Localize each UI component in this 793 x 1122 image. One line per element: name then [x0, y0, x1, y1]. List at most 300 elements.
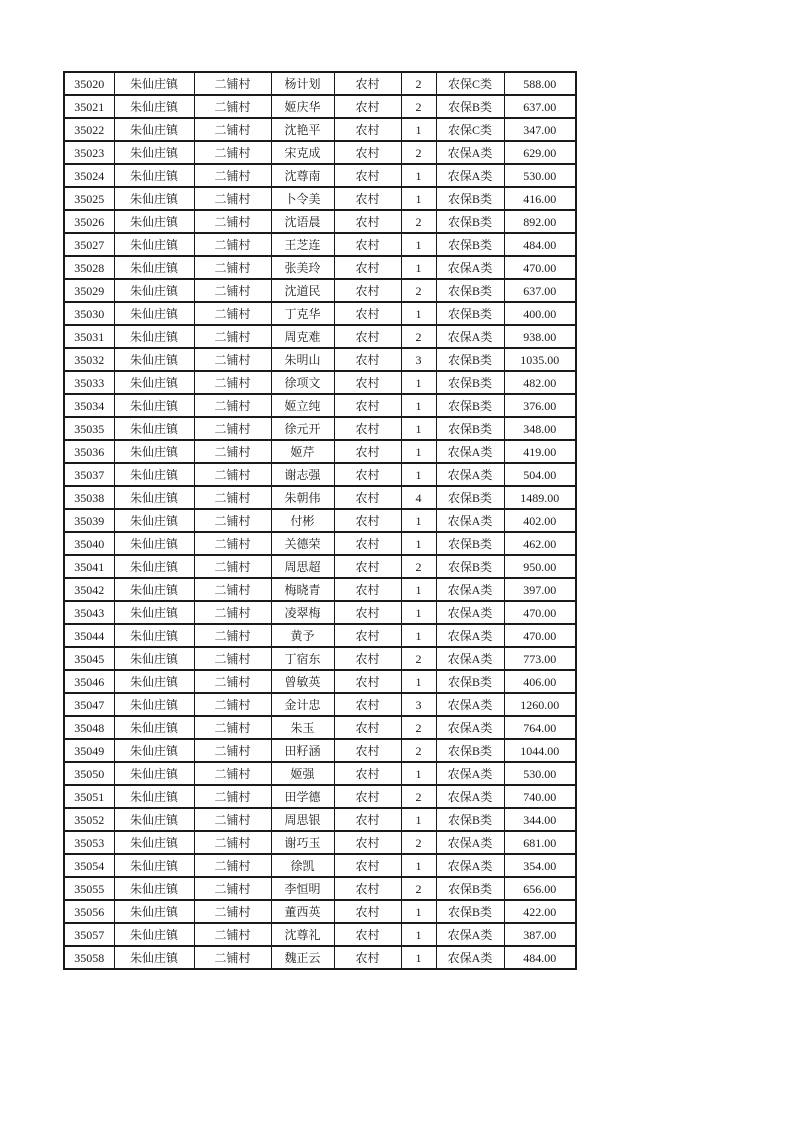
- cell-amount: 1044.00: [504, 739, 576, 762]
- cell-residence: 农村: [334, 210, 401, 233]
- cell-amount: 938.00: [504, 325, 576, 348]
- cell-count: 1: [401, 900, 436, 923]
- cell-residence: 农村: [334, 325, 401, 348]
- table-row: [64, 348, 576, 371]
- cell-name: 徐项文: [271, 371, 334, 394]
- cell-town: 朱仙庄镇: [114, 647, 194, 670]
- cell-amount: 387.00: [504, 923, 576, 946]
- cell-amount: 482.00: [504, 371, 576, 394]
- cell-category: 农保A类: [436, 785, 504, 808]
- cell-name: 张美玲: [271, 256, 334, 279]
- table-row: [64, 670, 576, 693]
- cell-village: 二铺村: [194, 164, 271, 187]
- cell-category: 农保B类: [436, 302, 504, 325]
- cell-category: 农保B类: [436, 348, 504, 371]
- cell-category: 农保A类: [436, 601, 504, 624]
- cell-amount: 656.00: [504, 877, 576, 900]
- cell-name: 凌翠梅: [271, 601, 334, 624]
- cell-amount: 376.00: [504, 394, 576, 417]
- cell-category: 农保A类: [436, 509, 504, 532]
- cell-residence: 农村: [334, 900, 401, 923]
- cell-id: 35027: [64, 233, 114, 256]
- cell-village: 二铺村: [194, 394, 271, 417]
- cell-category: 农保A类: [436, 624, 504, 647]
- table-row: [64, 95, 576, 118]
- cell-category: 农保B类: [436, 532, 504, 555]
- cell-town: 朱仙庄镇: [114, 739, 194, 762]
- cell-count: 1: [401, 532, 436, 555]
- cell-count: 2: [401, 279, 436, 302]
- cell-town: 朱仙庄镇: [114, 785, 194, 808]
- cell-residence: 农村: [334, 279, 401, 302]
- cell-town: 朱仙庄镇: [114, 693, 194, 716]
- cell-count: 1: [401, 371, 436, 394]
- cell-name: 丁克华: [271, 302, 334, 325]
- cell-residence: 农村: [334, 555, 401, 578]
- cell-amount: 892.00: [504, 210, 576, 233]
- table-row: [64, 394, 576, 417]
- cell-residence: 农村: [334, 348, 401, 371]
- cell-count: 2: [401, 210, 436, 233]
- cell-count: 1: [401, 302, 436, 325]
- cell-name: 姬立纯: [271, 394, 334, 417]
- cell-name: 卜令美: [271, 187, 334, 210]
- cell-count: 2: [401, 647, 436, 670]
- table-row: [64, 509, 576, 532]
- cell-town: 朱仙庄镇: [114, 394, 194, 417]
- cell-residence: 农村: [334, 394, 401, 417]
- cell-village: 二铺村: [194, 854, 271, 877]
- table-row: [64, 900, 576, 923]
- cell-amount: 397.00: [504, 578, 576, 601]
- cell-village: 二铺村: [194, 877, 271, 900]
- cell-village: 二铺村: [194, 233, 271, 256]
- cell-residence: 农村: [334, 118, 401, 141]
- cell-name: 黄予: [271, 624, 334, 647]
- cell-id: 35020: [64, 72, 114, 95]
- cell-village: 二铺村: [194, 486, 271, 509]
- cell-name: 董西英: [271, 900, 334, 923]
- cell-id: 35029: [64, 279, 114, 302]
- cell-count: 1: [401, 762, 436, 785]
- cell-village: 二铺村: [194, 210, 271, 233]
- cell-id: 35038: [64, 486, 114, 509]
- cell-id: 35057: [64, 923, 114, 946]
- cell-residence: 农村: [334, 716, 401, 739]
- cell-town: 朱仙庄镇: [114, 900, 194, 923]
- cell-residence: 农村: [334, 785, 401, 808]
- cell-name: 沈尊礼: [271, 923, 334, 946]
- cell-town: 朱仙庄镇: [114, 256, 194, 279]
- cell-residence: 农村: [334, 302, 401, 325]
- cell-residence: 农村: [334, 601, 401, 624]
- cell-category: 农保A类: [436, 325, 504, 348]
- table-row: [64, 256, 576, 279]
- cell-amount: 348.00: [504, 417, 576, 440]
- cell-residence: 农村: [334, 371, 401, 394]
- cell-category: 农保B类: [436, 210, 504, 233]
- cell-id: 35024: [64, 164, 114, 187]
- cell-village: 二铺村: [194, 693, 271, 716]
- cell-town: 朱仙庄镇: [114, 555, 194, 578]
- cell-id: 35043: [64, 601, 114, 624]
- cell-name: 丁宿东: [271, 647, 334, 670]
- cell-town: 朱仙庄镇: [114, 348, 194, 371]
- cell-residence: 农村: [334, 923, 401, 946]
- cell-village: 二铺村: [194, 325, 271, 348]
- cell-id: 35050: [64, 762, 114, 785]
- cell-amount: 530.00: [504, 762, 576, 785]
- cell-count: 4: [401, 486, 436, 509]
- cell-category: 农保A类: [436, 693, 504, 716]
- cell-village: 二铺村: [194, 95, 271, 118]
- cell-town: 朱仙庄镇: [114, 279, 194, 302]
- cell-count: 1: [401, 578, 436, 601]
- table-row: [64, 555, 576, 578]
- cell-category: 农保A类: [436, 256, 504, 279]
- cell-name: 周思超: [271, 555, 334, 578]
- cell-amount: 484.00: [504, 233, 576, 256]
- table-row: [64, 854, 576, 877]
- cell-category: 农保A类: [436, 946, 504, 969]
- cell-category: 农保B类: [436, 417, 504, 440]
- cell-village: 二铺村: [194, 785, 271, 808]
- cell-town: 朱仙庄镇: [114, 762, 194, 785]
- cell-count: 2: [401, 555, 436, 578]
- cell-category: 农保B类: [436, 739, 504, 762]
- cell-village: 二铺村: [194, 739, 271, 762]
- cell-count: 1: [401, 854, 436, 877]
- cell-residence: 农村: [334, 624, 401, 647]
- cell-count: 1: [401, 670, 436, 693]
- cell-count: 1: [401, 394, 436, 417]
- cell-town: 朱仙庄镇: [114, 854, 194, 877]
- cell-village: 二铺村: [194, 302, 271, 325]
- cell-category: 农保B类: [436, 900, 504, 923]
- cell-amount: 1260.00: [504, 693, 576, 716]
- cell-id: 35055: [64, 877, 114, 900]
- cell-count: 2: [401, 72, 436, 95]
- cell-amount: 354.00: [504, 854, 576, 877]
- cell-village: 二铺村: [194, 808, 271, 831]
- cell-count: 1: [401, 808, 436, 831]
- cell-amount: 629.00: [504, 141, 576, 164]
- cell-category: 农保B类: [436, 95, 504, 118]
- cell-name: 姬芹: [271, 440, 334, 463]
- cell-id: 35033: [64, 371, 114, 394]
- table-row: [64, 210, 576, 233]
- cell-amount: 470.00: [504, 601, 576, 624]
- cell-village: 二铺村: [194, 670, 271, 693]
- cell-amount: 406.00: [504, 670, 576, 693]
- cell-amount: 950.00: [504, 555, 576, 578]
- table-row: [64, 716, 576, 739]
- cell-residence: 农村: [334, 854, 401, 877]
- cell-village: 二铺村: [194, 555, 271, 578]
- cell-id: 35049: [64, 739, 114, 762]
- cell-amount: 462.00: [504, 532, 576, 555]
- cell-id: 35028: [64, 256, 114, 279]
- cell-id: 35044: [64, 624, 114, 647]
- cell-residence: 农村: [334, 693, 401, 716]
- cell-residence: 农村: [334, 233, 401, 256]
- cell-town: 朱仙庄镇: [114, 486, 194, 509]
- table-row: [64, 141, 576, 164]
- cell-residence: 农村: [334, 463, 401, 486]
- table-row: [64, 532, 576, 555]
- cell-id: 35048: [64, 716, 114, 739]
- cell-residence: 农村: [334, 739, 401, 762]
- cell-category: 农保B类: [436, 877, 504, 900]
- cell-village: 二铺村: [194, 900, 271, 923]
- table-row: [64, 164, 576, 187]
- cell-name: 杨计划: [271, 72, 334, 95]
- cell-residence: 农村: [334, 831, 401, 854]
- cell-amount: 470.00: [504, 624, 576, 647]
- cell-residence: 农村: [334, 95, 401, 118]
- cell-count: 1: [401, 509, 436, 532]
- table-row: [64, 831, 576, 854]
- cell-town: 朱仙庄镇: [114, 509, 194, 532]
- cell-name: 谢志强: [271, 463, 334, 486]
- cell-village: 二铺村: [194, 716, 271, 739]
- cell-id: 35032: [64, 348, 114, 371]
- cell-name: 徐元开: [271, 417, 334, 440]
- table-row: [64, 946, 576, 969]
- cell-category: 农保B类: [436, 371, 504, 394]
- cell-id: 35039: [64, 509, 114, 532]
- table-row: [64, 371, 576, 394]
- cell-id: 35056: [64, 900, 114, 923]
- cell-town: 朱仙庄镇: [114, 624, 194, 647]
- cell-id: 35040: [64, 532, 114, 555]
- table-row: [64, 923, 576, 946]
- cell-village: 二铺村: [194, 141, 271, 164]
- cell-residence: 农村: [334, 141, 401, 164]
- cell-id: 35025: [64, 187, 114, 210]
- cell-count: 2: [401, 716, 436, 739]
- cell-category: 农保A类: [436, 647, 504, 670]
- cell-residence: 农村: [334, 417, 401, 440]
- cell-residence: 农村: [334, 256, 401, 279]
- cell-village: 二铺村: [194, 509, 271, 532]
- cell-village: 二铺村: [194, 279, 271, 302]
- cell-count: 1: [401, 164, 436, 187]
- table-row: [64, 624, 576, 647]
- table-row: [64, 877, 576, 900]
- cell-amount: 344.00: [504, 808, 576, 831]
- cell-residence: 农村: [334, 877, 401, 900]
- cell-category: 农保B类: [436, 486, 504, 509]
- cell-residence: 农村: [334, 509, 401, 532]
- cell-category: 农保A类: [436, 762, 504, 785]
- table-row: [64, 785, 576, 808]
- cell-id: 35037: [64, 463, 114, 486]
- cell-id: 35042: [64, 578, 114, 601]
- cell-village: 二铺村: [194, 647, 271, 670]
- table-row: [64, 486, 576, 509]
- cell-id: 35022: [64, 118, 114, 141]
- cell-amount: 347.00: [504, 118, 576, 141]
- cell-category: 农保A类: [436, 831, 504, 854]
- cell-count: 2: [401, 739, 436, 762]
- cell-id: 35031: [64, 325, 114, 348]
- cell-village: 二铺村: [194, 946, 271, 969]
- cell-count: 2: [401, 831, 436, 854]
- cell-village: 二铺村: [194, 578, 271, 601]
- cell-village: 二铺村: [194, 440, 271, 463]
- cell-category: 农保B类: [436, 670, 504, 693]
- cell-village: 二铺村: [194, 187, 271, 210]
- table-row: [64, 578, 576, 601]
- cell-town: 朱仙庄镇: [114, 532, 194, 555]
- cell-id: 35047: [64, 693, 114, 716]
- cell-category: 农保A类: [436, 463, 504, 486]
- cell-category: 农保C类: [436, 118, 504, 141]
- cell-amount: 773.00: [504, 647, 576, 670]
- cell-village: 二铺村: [194, 72, 271, 95]
- cell-town: 朱仙庄镇: [114, 463, 194, 486]
- cell-town: 朱仙庄镇: [114, 302, 194, 325]
- beneficiary-table-body: [64, 72, 576, 969]
- cell-name: 沈尊南: [271, 164, 334, 187]
- cell-name: 周思银: [271, 808, 334, 831]
- cell-count: 1: [401, 624, 436, 647]
- cell-name: 魏正云: [271, 946, 334, 969]
- cell-name: 朱朝伟: [271, 486, 334, 509]
- cell-town: 朱仙庄镇: [114, 210, 194, 233]
- cell-residence: 农村: [334, 164, 401, 187]
- table-row: [64, 463, 576, 486]
- cell-amount: 402.00: [504, 509, 576, 532]
- cell-residence: 农村: [334, 187, 401, 210]
- cell-amount: 764.00: [504, 716, 576, 739]
- cell-id: 35026: [64, 210, 114, 233]
- table-row: [64, 72, 576, 95]
- cell-category: 农保A类: [436, 923, 504, 946]
- cell-residence: 农村: [334, 486, 401, 509]
- cell-category: 农保C类: [436, 72, 504, 95]
- cell-village: 二铺村: [194, 532, 271, 555]
- cell-id: 35058: [64, 946, 114, 969]
- cell-amount: 1035.00: [504, 348, 576, 371]
- table-row: [64, 647, 576, 670]
- cell-name: 李恒明: [271, 877, 334, 900]
- cell-amount: 637.00: [504, 279, 576, 302]
- table-row: [64, 762, 576, 785]
- cell-name: 沈艳平: [271, 118, 334, 141]
- cell-id: 35034: [64, 394, 114, 417]
- table-row: [64, 693, 576, 716]
- cell-category: 农保A类: [436, 164, 504, 187]
- cell-category: 农保B类: [436, 555, 504, 578]
- cell-category: 农保A类: [436, 854, 504, 877]
- cell-category: 农保A类: [436, 141, 504, 164]
- cell-village: 二铺村: [194, 923, 271, 946]
- cell-name: 姬强: [271, 762, 334, 785]
- cell-name: 沈道民: [271, 279, 334, 302]
- cell-town: 朱仙庄镇: [114, 440, 194, 463]
- cell-category: 农保B类: [436, 279, 504, 302]
- table-row: [64, 279, 576, 302]
- cell-town: 朱仙庄镇: [114, 831, 194, 854]
- cell-id: 35035: [64, 417, 114, 440]
- cell-count: 1: [401, 256, 436, 279]
- cell-town: 朱仙庄镇: [114, 808, 194, 831]
- cell-count: 1: [401, 946, 436, 969]
- cell-village: 二铺村: [194, 624, 271, 647]
- cell-town: 朱仙庄镇: [114, 877, 194, 900]
- table-row: [64, 325, 576, 348]
- cell-residence: 农村: [334, 762, 401, 785]
- cell-count: 2: [401, 141, 436, 164]
- cell-village: 二铺村: [194, 601, 271, 624]
- cell-town: 朱仙庄镇: [114, 325, 194, 348]
- cell-name: 谢巧玉: [271, 831, 334, 854]
- cell-count: 3: [401, 693, 436, 716]
- cell-category: 农保B类: [436, 808, 504, 831]
- cell-town: 朱仙庄镇: [114, 946, 194, 969]
- cell-village: 二铺村: [194, 348, 271, 371]
- cell-id: 35041: [64, 555, 114, 578]
- cell-category: 农保A类: [436, 440, 504, 463]
- cell-town: 朱仙庄镇: [114, 601, 194, 624]
- cell-residence: 农村: [334, 578, 401, 601]
- cell-amount: 637.00: [504, 95, 576, 118]
- cell-amount: 400.00: [504, 302, 576, 325]
- cell-residence: 农村: [334, 808, 401, 831]
- cell-residence: 农村: [334, 440, 401, 463]
- cell-category: 农保B类: [436, 187, 504, 210]
- cell-name: 朱玉: [271, 716, 334, 739]
- cell-count: 1: [401, 233, 436, 256]
- cell-name: 宋克成: [271, 141, 334, 164]
- cell-town: 朱仙庄镇: [114, 95, 194, 118]
- cell-name: 田籽涵: [271, 739, 334, 762]
- cell-name: 田学德: [271, 785, 334, 808]
- cell-amount: 1489.00: [504, 486, 576, 509]
- beneficiary-table: [63, 71, 577, 970]
- cell-town: 朱仙庄镇: [114, 371, 194, 394]
- cell-name: 付彬: [271, 509, 334, 532]
- cell-town: 朱仙庄镇: [114, 72, 194, 95]
- cell-amount: 588.00: [504, 72, 576, 95]
- cell-name: 周克难: [271, 325, 334, 348]
- cell-count: 3: [401, 348, 436, 371]
- cell-id: 35052: [64, 808, 114, 831]
- cell-village: 二铺村: [194, 831, 271, 854]
- table-row: [64, 417, 576, 440]
- cell-count: 2: [401, 877, 436, 900]
- cell-count: 2: [401, 785, 436, 808]
- cell-amount: 484.00: [504, 946, 576, 969]
- cell-name: 曾敏英: [271, 670, 334, 693]
- cell-amount: 470.00: [504, 256, 576, 279]
- cell-name: 徐凯: [271, 854, 334, 877]
- cell-count: 2: [401, 95, 436, 118]
- cell-village: 二铺村: [194, 118, 271, 141]
- cell-town: 朱仙庄镇: [114, 670, 194, 693]
- cell-category: 农保B类: [436, 233, 504, 256]
- cell-village: 二铺村: [194, 762, 271, 785]
- cell-count: 1: [401, 417, 436, 440]
- cell-amount: 416.00: [504, 187, 576, 210]
- cell-town: 朱仙庄镇: [114, 141, 194, 164]
- cell-residence: 农村: [334, 72, 401, 95]
- cell-count: 1: [401, 118, 436, 141]
- cell-id: 35023: [64, 141, 114, 164]
- table-row: [64, 233, 576, 256]
